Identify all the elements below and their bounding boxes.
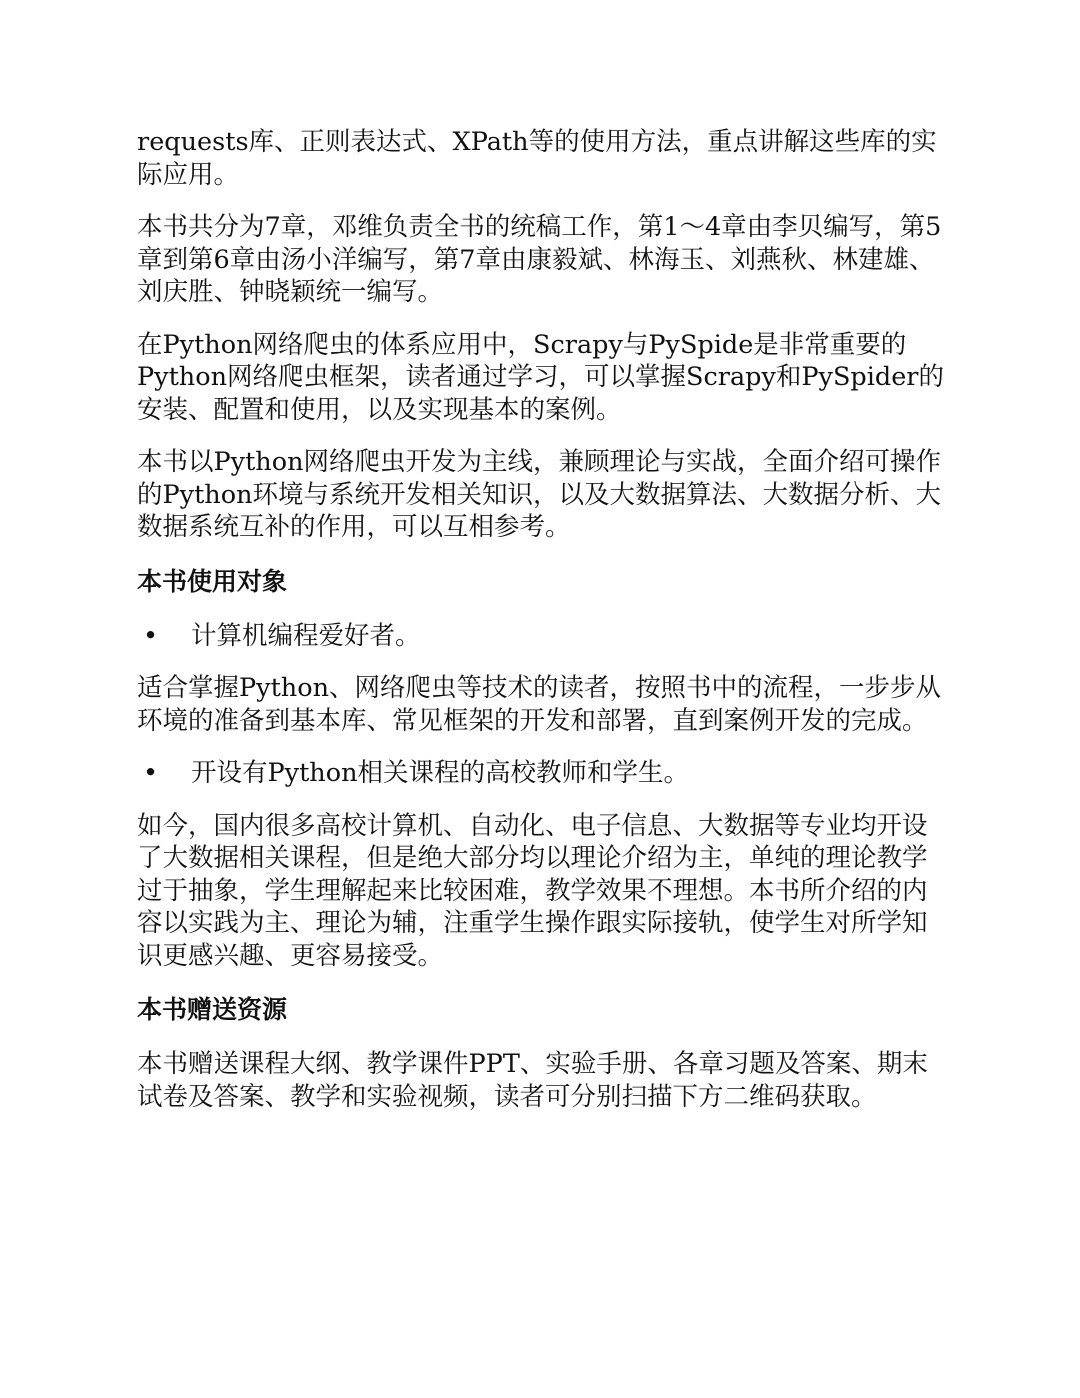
paragraph-readers: 适合掌握Python、网络爬虫等技术的读者，按照书中的流程，一步步从环境的准备到基本库、常见框架的开发和部署，直到案例开发的完成。 (137, 673, 942, 736)
bullet-dot-icon: • (143, 620, 159, 651)
bullet-dot-icon: • (143, 758, 159, 788)
bullet-text: 开设有Python相关课程的高校教师和学生。 (191, 758, 690, 788)
bullet-item-hobbyists (137, 620, 947, 653)
paragraph-libraries: requests库、正则表达式、XPath等的使用方法，重点讲解这些库的实际应用。 (137, 127, 937, 190)
heading-resources: 本书赠送资源 (137, 995, 288, 1024)
paragraph-frameworks: 在Python网络爬虫的体系应用中，Scrapy与PySpide是非常重要的Python网络爬虫框架，读者通过学习，可以掌握Scrapy和PySpider的安装、配置和使用，以及实现基本的案例。 (137, 329, 944, 425)
document-body (137, 126, 947, 1133)
bullet-item-teachers (137, 757, 947, 790)
paragraph-universities: 如今，国内很多高校计算机、自动化、电子信息、大数据等专业均开设了大数据相关课程，但是绝大部分均以理论介绍为主，单纯的理论教学过于抽象，学生理解起来比较困难，教学效果不理想。本书所介绍的内容以实践为主、理论为辅，注重学生操作跟实际接轨，使学生对所学知识更感兴趣、更容易接受。 (137, 810, 928, 971)
paragraph-resources: 本书赠送课程大纲、教学课件PPT、实验手册、各章习题及答案、期末试卷及答案、教学和实验视频，读者可分别扫描下方二维码获取。 (137, 1049, 928, 1112)
bullet-text: 计算机编程爱好者。 (191, 620, 421, 651)
paragraph-authors: 本书共分为7章，邓维负责全书的统稿工作，第1～4章由李贝编写，第5章到第6章由汤小洋编写，第7章由康毅斌、林海玉、刘燕秋、林建雄、刘庆胜、钟晓颖统一编写。 (137, 212, 942, 307)
paragraph-mainline: 本书以Python网络爬虫开发为主线，兼顾理论与实战，全面介绍可操作的Python环境与系统开发相关知识，以及大数据算法、大数据分析、大数据系统互补的作用，可以互相参考。 (137, 447, 942, 542)
heading-audience: 本书使用对象 (137, 566, 288, 596)
